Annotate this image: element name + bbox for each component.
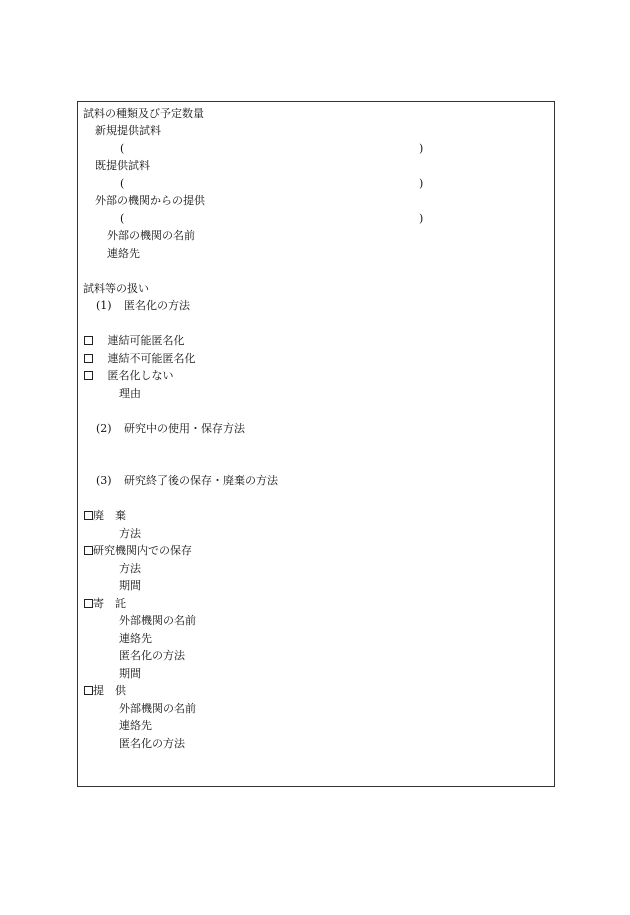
anon-option-unlinkable[interactable]	[84, 352, 196, 366]
deposit-contact-label: 連絡先	[119, 632, 152, 645]
option-label: 連結不可能匿名化	[107, 352, 196, 365]
section2-title: 研究中の使用・保存方法	[124, 422, 245, 435]
form-frame	[77, 101, 555, 787]
handling-heading: 試料等の扱い	[83, 282, 149, 295]
samples-heading: 試料の種類及び予定数量	[83, 107, 204, 120]
storage-option[interactable]	[84, 544, 192, 558]
checkbox[interactable]	[84, 336, 93, 345]
option-label: 匿名化しない	[107, 369, 174, 382]
deposit-label: 寄 託	[93, 597, 126, 610]
disposal-method-label: 方法	[119, 527, 141, 540]
disposal-label: 廃 棄	[93, 509, 126, 522]
new-samples-label: 新規提供試料	[95, 124, 161, 137]
existing-samples-paren-open: (	[120, 177, 125, 190]
external-provision-paren-close: )	[419, 212, 424, 225]
checkbox[interactable]	[84, 371, 93, 380]
checkbox[interactable]	[84, 686, 93, 695]
checkbox[interactable]	[84, 511, 93, 520]
checkbox[interactable]	[84, 599, 93, 608]
option-label: 連結可能匿名化	[107, 334, 185, 347]
provision-contact-label: 連絡先	[119, 719, 152, 732]
storage-label: 研究機関内での保存	[93, 544, 192, 557]
checkbox[interactable]	[84, 354, 93, 363]
disposal-option[interactable]	[84, 509, 126, 523]
section1-title: 匿名化の方法	[124, 299, 190, 312]
reason-label: 理由	[119, 387, 141, 400]
deposit-org-name-label: 外部機関の名前	[119, 614, 196, 627]
storage-period-label: 期間	[119, 579, 141, 592]
provision-label: 提 供	[93, 684, 126, 697]
provision-org-name-label: 外部機関の名前	[119, 702, 196, 715]
external-contact-label: 連絡先	[107, 247, 140, 260]
external-org-name-label: 外部の機関の名前	[107, 229, 195, 242]
section3-title: 研究終了後の保存・廃棄の方法	[124, 474, 278, 487]
anon-option-linkable[interactable]	[84, 334, 185, 348]
anon-option-none[interactable]	[84, 369, 174, 383]
section3-number: (3)	[96, 474, 112, 487]
checkbox[interactable]	[84, 546, 93, 555]
deposit-period-label: 期間	[119, 667, 141, 680]
new-samples-paren-close: )	[419, 142, 424, 155]
new-samples-paren-open: (	[120, 142, 125, 155]
section2-number: (2)	[96, 422, 112, 435]
storage-method-label: 方法	[119, 562, 141, 575]
external-provision-label: 外部の機関からの提供	[95, 194, 205, 207]
external-provision-paren-open: (	[120, 212, 125, 225]
existing-samples-paren-close: )	[419, 177, 424, 190]
deposit-anon-method-label: 匿名化の方法	[119, 649, 185, 662]
section1-number: (1)	[96, 299, 112, 312]
existing-samples-label: 既提供試料	[95, 159, 150, 172]
provision-anon-method-label: 匿名化の方法	[119, 737, 185, 750]
provision-option[interactable]	[84, 684, 126, 698]
deposit-option[interactable]	[84, 597, 126, 611]
